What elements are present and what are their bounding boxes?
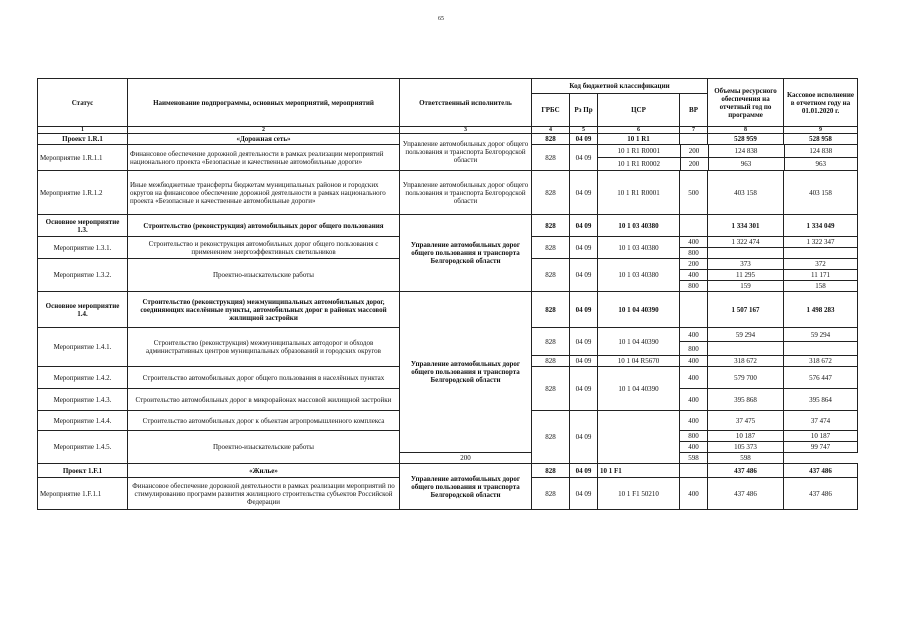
executor-cell: Управление автомобильных дорог общего пользования и транспорта Белгородской области [400,215,532,292]
vr-cell: 200 [680,158,708,171]
status-cell: Мероприятие 1.4.4. [38,411,128,431]
name-cell: Иные межбюджетные трансферты бюджетам муниципальных районов и городских округов на финансовое обеспечение дорожной деятельности в рамках национального проекта «Безопасные и качественные автомобильные дороги» [128,171,400,215]
vr-cell: 800 [680,248,708,259]
volume-cell: 318 672 [708,356,784,367]
vr-cell: 400 [680,478,708,510]
rzpr-cell: 04 09 [570,145,598,171]
cash-cell: 437 486 [784,464,858,478]
cash-cell: 528 958 [784,134,858,145]
name-cell: Строительство (реконструкция) межмуниципальных автомобильных дорог, соединяющих населённые пункты, автомобильных дорог в районах массовой жилищной застройки [128,292,400,328]
grbs-cell: 828 [532,292,570,328]
name-cell: Строительство (реконструкция) межмуниципальных автодорог и обходов административных центров муниципальных образований и городских округов [128,328,400,367]
volume-cell: 437 486 [708,478,784,510]
header-executor: Ответственный исполнитель [400,79,532,127]
csr-cell: 10 1 R1 R0002 [598,158,680,171]
rzpr-cell: 04 09 [570,328,598,356]
vr-cell: 400 [680,442,708,453]
grbs-cell: 828 [532,478,570,510]
volume-cell: 1 322 474 [708,237,784,248]
csr-cell: 10 1 R1 R0001 [598,145,680,158]
header-grbs: ГРБС [532,94,570,127]
header-name: Наименование подпрограммы, основных мероприятий, мероприятий [128,79,400,127]
name-cell: Строительство автомобильных дорог общего пользования в населённых пунктах [128,367,400,389]
grbs-cell: 828 [532,215,570,237]
status-cell: Мероприятие 1.3.2. [38,259,128,292]
subrows-cell [598,145,858,171]
status-cell: Мероприятие 1.3.1. [38,237,128,259]
volume-cell: 528 959 [708,134,784,145]
grbs-cell: 828 [532,171,570,215]
volume-cell: 10 187 [708,431,784,442]
col-index: 6 [598,127,680,134]
volume-cell: 124 838 [708,145,784,158]
col-index: 8 [708,127,784,134]
cash-cell: 1 334 049 [784,215,858,237]
volume-cell: 395 868 [708,389,784,411]
rzpr-cell: 04 09 [570,134,598,145]
page-number: 65 [438,16,444,22]
table-row [38,464,858,478]
volume-cell: 403 158 [708,171,784,215]
cash-cell: 11 171 [784,270,858,281]
vr-cell: 400 [680,270,708,281]
csr-cell: 10 1 03 40380 [598,215,680,237]
rzpr-cell: 04 09 [570,259,598,292]
executor-cell: Управление автомобильных дорог общего пользования и транспорта Белгородской области [400,134,532,171]
csr-cell: 10 1 04 R5670 [598,356,680,367]
executor-cell: Управление автомобильных дорог общего пользования и транспорта Белгородской области [400,292,532,453]
table-row [38,215,858,237]
csr-cell: 10 1 04 40390 [598,328,680,356]
col-index: 4 [532,127,570,134]
vr-cell: 200 [400,453,532,464]
csr-cell: 10 1 03 40380 [598,259,680,292]
grbs-cell: 828 [532,259,570,292]
grbs-cell: 828 [532,367,570,411]
header-vr: ВР [680,94,708,127]
header-cash: Кассовое исполнение в отчетном году на 01.01.2020 г. [784,79,858,127]
rzpr-cell: 04 09 [570,171,598,215]
csr-cell: 10 1 F1 [598,464,680,478]
col-index: 9 [784,127,858,134]
vr-cell [680,134,708,145]
cash-cell: 403 158 [784,171,858,215]
vr-cell: 800 [680,342,708,356]
cash-cell: 10 187 [784,431,858,442]
volume-cell [708,248,784,259]
col-index: 3 [400,127,532,134]
cash-cell: 395 864 [784,389,858,411]
cash-cell: 1 498 283 [784,292,858,328]
executor-cell: Управление автомобильных дорог общего пользования и транспорта Белгородской области [400,464,532,510]
rzpr-cell: 04 09 [570,367,598,411]
cash-cell: 124 838 [784,145,857,158]
csr-cell: 10 1 R1 R0001 [598,171,680,215]
vr-cell: 800 [680,431,708,442]
name-cell: Проектно-изыскательские работы [128,259,400,292]
vr-cell: 400 [680,389,708,411]
cash-cell: 576 447 [784,367,858,389]
cash-cell: 598 [708,453,784,464]
vr-cell: 400 [680,328,708,342]
status-cell: Проект 1.R.1 [38,134,128,145]
name-cell: Проектно-изыскательские работы [128,431,400,464]
volume-cell: 437 486 [708,464,784,478]
status-cell: Мероприятие 1.F.1.1 [38,478,128,510]
cash-cell: 99 747 [784,442,858,453]
volume-cell: 159 [708,281,784,292]
status-cell: Мероприятие 1.R.1.2 [38,171,128,215]
cash-cell: 318 672 [784,356,858,367]
rzpr-cell: 04 09 [570,215,598,237]
vr-cell: 800 [680,281,708,292]
volume-cell: 37 475 [708,411,784,431]
vr-cell: 400 [680,367,708,389]
grbs-cell: 828 [532,464,570,478]
grbs-cell: 828 [532,328,570,356]
rzpr-cell: 04 09 [570,478,598,510]
volume-cell [708,342,784,356]
executor-cell: Управление автомобильных дорог общего пользования и транспорта Белгородской области [400,171,532,215]
vr-cell [680,464,708,478]
cash-cell [784,248,858,259]
header-csr: ЦСР [598,94,680,127]
status-cell: Основное мероприятие 1.4. [38,292,128,328]
cash-cell: 158 [784,281,858,292]
name-cell: Строительство и реконструкция автомобильных дорог общего пользования с применением энергоэффективных светильников [128,237,400,259]
vr-cell: 200 [680,145,708,158]
cash-cell: 372 [784,259,858,270]
header-volume: Объемы ресурсного обеспечения на отчетный год по программе [708,79,784,127]
col-index: 5 [570,127,598,134]
name-cell: Финансовое обеспечение дорожной деятельности в рамках реализации мероприятий по стимулированию программ развития жилищного строительства субъектов Российской Федерации [128,478,400,510]
vr-cell: 500 [680,171,708,215]
name-cell: Строительство (реконструкция) автомобильных дорог общего пользования [128,215,400,237]
status-cell: Мероприятие 1.R.1.1 [38,145,128,171]
grbs-cell: 828 [532,134,570,145]
status-cell: Основное мероприятие 1.3. [38,215,128,237]
cash-cell: 963 [784,158,857,171]
volume-cell: 1 507 167 [708,292,784,328]
col-index: 1 [38,127,128,134]
status-cell: Мероприятие 1.4.3. [38,389,128,411]
volume-cell: 598 [680,453,708,464]
volume-cell: 373 [708,259,784,270]
col-index: 2 [128,127,400,134]
resource-table [37,78,858,510]
cash-cell [784,342,858,356]
header-rzpr: Рз Пр [570,94,598,127]
cash-cell: 1 322 347 [784,237,858,248]
name-cell: «Жилье» [128,464,400,478]
csr-cell: 10 1 R1 [598,134,680,145]
rzpr-cell: 04 09 [570,356,598,367]
volume-cell: 579 700 [708,367,784,389]
rzpr-cell: 04 09 [570,292,598,328]
status-cell: Мероприятие 1.4.5. [38,431,128,464]
volume-cell: 11 295 [708,270,784,281]
vr-cell: 400 [680,237,708,248]
rzpr-cell: 04 09 [570,411,598,464]
csr-cell: 10 1 03 40380 [598,237,680,259]
table-row [38,292,858,328]
cash-cell: 59 294 [784,328,858,342]
volume-cell: 59 294 [708,328,784,342]
column-index-row [38,127,858,134]
csr-cell: 10 1 F1 50210 [598,478,680,510]
rzpr-cell: 04 09 [570,237,598,259]
vr-cell: 400 [680,411,708,431]
cash-cell: 37 474 [784,411,858,431]
header-row [38,79,858,94]
header-status: Статус [38,79,128,127]
volume-cell: 963 [708,158,784,171]
status-cell: Мероприятие 1.4.2. [38,367,128,389]
status-cell: Мероприятие 1.4.1. [38,328,128,367]
grbs-cell: 828 [532,145,570,171]
volume-cell: 1 334 301 [708,215,784,237]
vr-cell: 400 [680,356,708,367]
name-cell: Строительство автомобильных дорог в микрорайонах массовой жилищной застройки [128,389,400,411]
grbs-cell: 828 [532,237,570,259]
vr-cell [680,215,708,237]
table-row [38,171,858,215]
col-index: 7 [680,127,708,134]
vr-cell: 200 [680,259,708,270]
csr-cell: 10 1 04 40390 [598,367,680,411]
header-budget-code: Код бюджетной классификации [532,79,708,94]
grbs-cell: 828 [532,411,570,464]
grbs-cell: 828 [532,356,570,367]
rzpr-cell: 04 09 [570,464,598,478]
name-cell: Строительство автомобильных дорог к объектам агропромышленного комплекса [128,411,400,431]
name-cell: «Дорожная сеть» [128,134,400,145]
table-row [38,134,858,145]
name-cell: Финансовое обеспечение дорожной деятельности в рамках реализации мероприятий национального проекта «Безопасные и качественные автомобильные дороги» [128,145,400,171]
status-cell: Проект 1.F.1 [38,464,128,478]
subrow-table [598,145,857,170]
volume-cell: 105 373 [708,442,784,453]
csr-cell: 10 1 04 40390 [598,292,680,328]
vr-cell [680,292,708,328]
csr-cell [598,411,680,464]
cash-cell: 437 486 [784,478,858,510]
